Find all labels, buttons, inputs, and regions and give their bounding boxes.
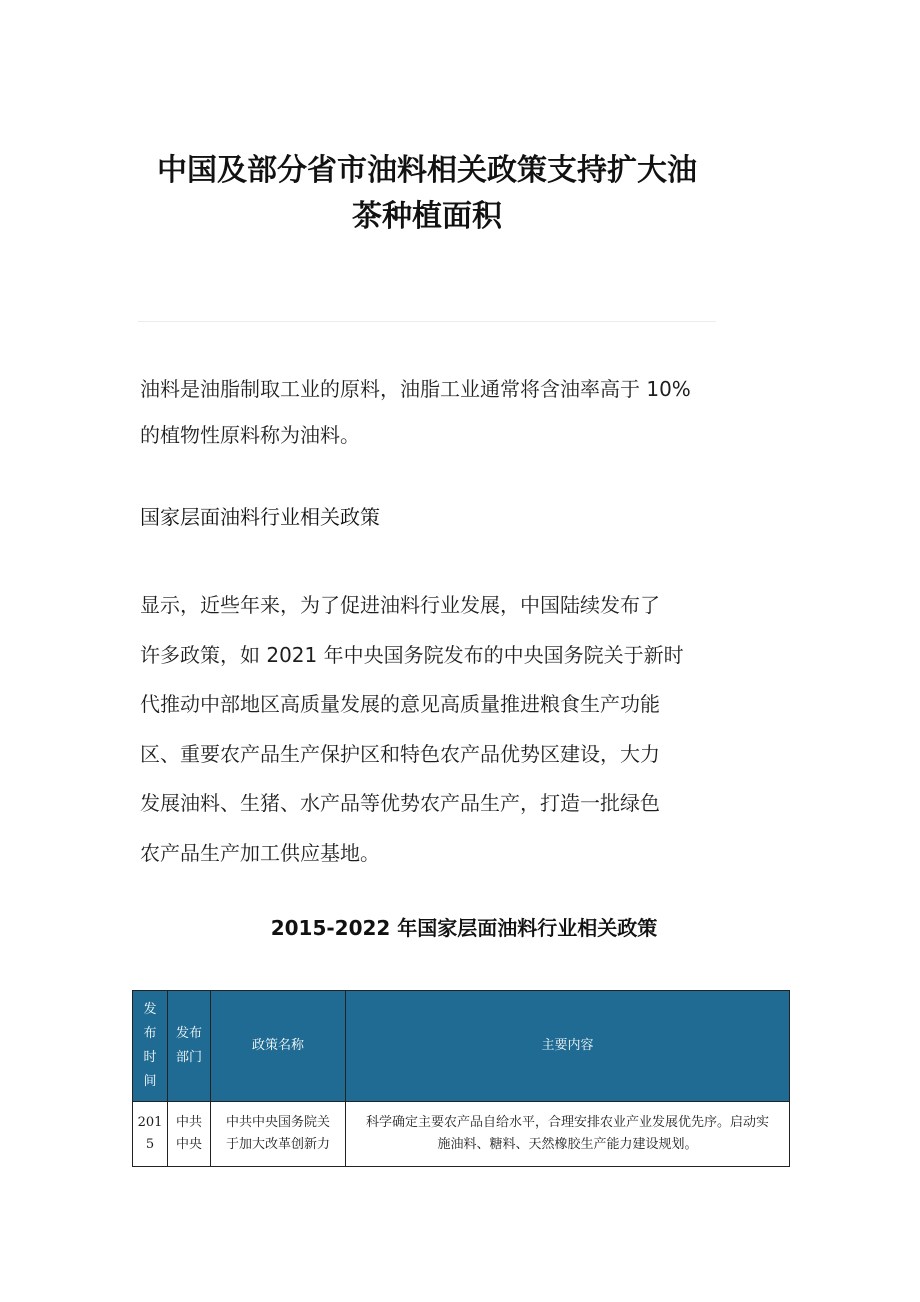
body-line: 农产品生产加工供应基地。 xyxy=(140,840,380,865)
intro-line: 油料是油脂制取工业的原料，油脂工业通常将含油率高于 10% xyxy=(140,377,691,401)
table-header-row xyxy=(133,991,790,1102)
body-line: 区、重要农产品生产保护区和特色农产品优势区建设，大力 xyxy=(140,741,660,766)
intro-paragraph xyxy=(140,366,720,458)
header-publish-dept: 发布 部门 xyxy=(168,991,211,1102)
document-title-line-2: 茶种植面积 xyxy=(352,199,502,234)
header-main-content: 主要内容 xyxy=(346,991,790,1102)
intro-line: 的植物性原料称为油料。 xyxy=(140,423,360,447)
body-line: 发展油料、生猪、水产品等优势农产品生产，打造一批绿色 xyxy=(140,791,660,816)
cell-policy-name: 中共中央国务院关 于加大改革创新力 xyxy=(211,1102,346,1167)
policy-table xyxy=(132,990,790,1167)
table-row xyxy=(133,1102,790,1167)
document-title xyxy=(138,148,716,240)
document-title-line-1: 中国及部分省市油料相关政策支持扩大油 xyxy=(157,153,697,188)
body-paragraph xyxy=(140,581,720,879)
body-line: 显示，近些年来，为了促进油料行业发展，中国陆续发布了 xyxy=(140,593,660,617)
body-line: 许多政策，如 2021 年中央国务院发布的中央国务院关于新时 xyxy=(140,642,684,667)
header-policy-name: 政策名称 xyxy=(211,991,346,1102)
cell-publish-time: 201 5 xyxy=(133,1102,168,1167)
cell-main-content: 科学确定主要农产品自给水平，合理安排农业产业发展优先序。启动实 施油料、糖料、天然橡胶生产能力建设规划。 xyxy=(346,1102,790,1167)
table-caption: 2015-2022 年国家层面油料行业相关政策 xyxy=(270,916,658,940)
header-publish-time: 发 布 时 间 xyxy=(133,991,168,1102)
body-line: 代推动中部地区高质量发展的意见高质量推进粮食生产功能 xyxy=(140,692,660,717)
cell-publish-dept: 中共 中央 xyxy=(168,1102,211,1167)
title-divider xyxy=(138,321,716,322)
section-heading: 国家层面油料行业相关政策 xyxy=(140,505,380,529)
